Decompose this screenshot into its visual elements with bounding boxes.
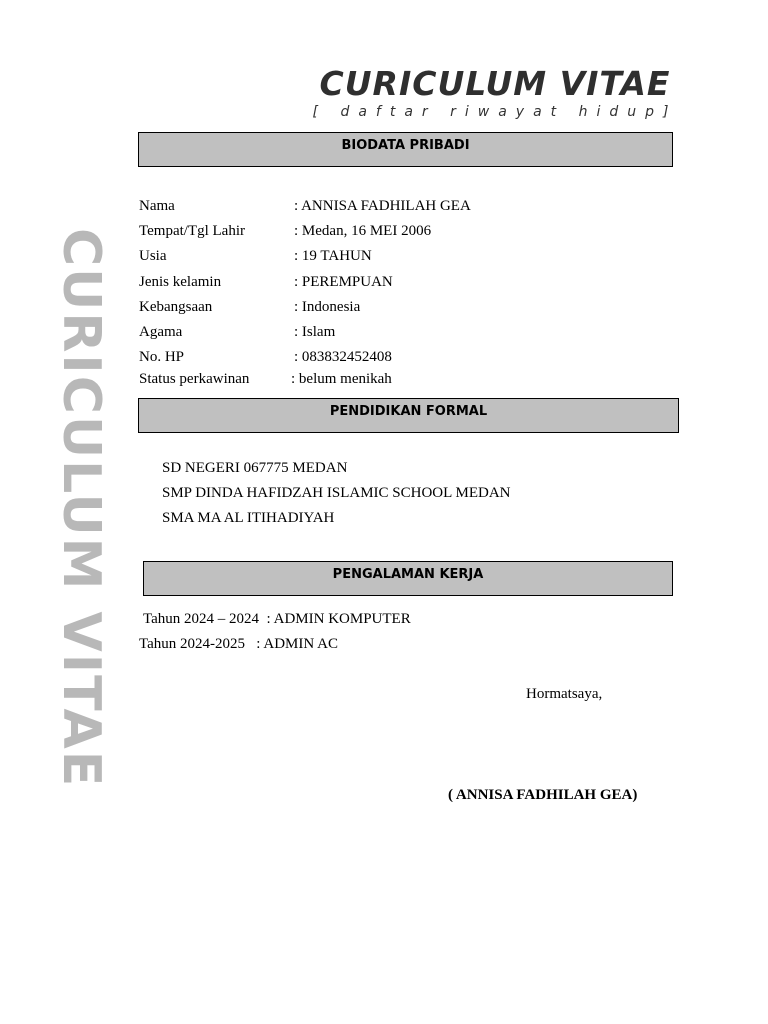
biodata-label: Agama <box>139 324 183 340</box>
signature-name: ( ANNISA FADHILAH GEA) <box>448 787 638 803</box>
work-item: Tahun 2024-2025 : ADMIN AC <box>139 636 338 652</box>
biodata-value: : 19 TAHUN <box>294 248 372 264</box>
biodata-value: : belum menikah <box>291 371 392 387</box>
biodata-row-birth <box>139 221 699 241</box>
side-watermark-text: CURICULUM VITAE <box>51 228 111 789</box>
biodata-label: Kebangsaan <box>139 299 213 315</box>
biodata-value: : ANNISA FADHILAH GEA <box>294 198 471 214</box>
biodata-label: Nama <box>139 198 175 214</box>
biodata-value: : 083832452408 <box>294 349 392 365</box>
biodata-row-nationality <box>139 297 699 317</box>
biodata-value: : PEREMPUAN <box>294 274 393 290</box>
section-header-biodata: BIODATA PRIBADI <box>138 132 673 167</box>
biodata-value: : Indonesia <box>294 299 361 315</box>
section-header-work: PENGALAMAN KERJA <box>143 561 673 596</box>
biodata-row-name <box>139 196 699 216</box>
biodata-value: : Islam <box>294 324 336 340</box>
biodata-label: No. HP <box>139 349 185 365</box>
education-item: SMA MA AL ITIHADIYAH <box>162 510 335 526</box>
cv-subtitle: [ daftar riwayat hidup] <box>312 104 678 120</box>
biodata-label: Status perkawinan <box>139 371 250 387</box>
biodata-value: : Medan, 16 MEI 2006 <box>294 223 432 239</box>
biodata-row-marital <box>139 369 699 389</box>
biodata-label: Tempat/Tgl Lahir <box>139 223 245 239</box>
biodata-row-gender <box>139 272 699 292</box>
biodata-label: Usia <box>139 248 167 264</box>
education-item: SMP DINDA HAFIDZAH ISLAMIC SCHOOL MEDAN <box>162 485 511 501</box>
biodata-label: Jenis kelamin <box>139 274 222 290</box>
section-header-education: PENDIDIKAN FORMAL <box>138 398 679 433</box>
biodata-row-age <box>139 246 699 266</box>
cv-title: CURICULUM VITAE <box>319 64 671 103</box>
education-item: SD NEGERI 067775 MEDAN <box>162 460 348 476</box>
work-item: Tahun 2024 – 2024 : ADMIN KOMPUTER <box>143 611 411 627</box>
biodata-row-phone <box>139 347 699 367</box>
biodata-row-religion <box>139 322 699 342</box>
closing-text: Hormatsaya, <box>526 686 603 702</box>
